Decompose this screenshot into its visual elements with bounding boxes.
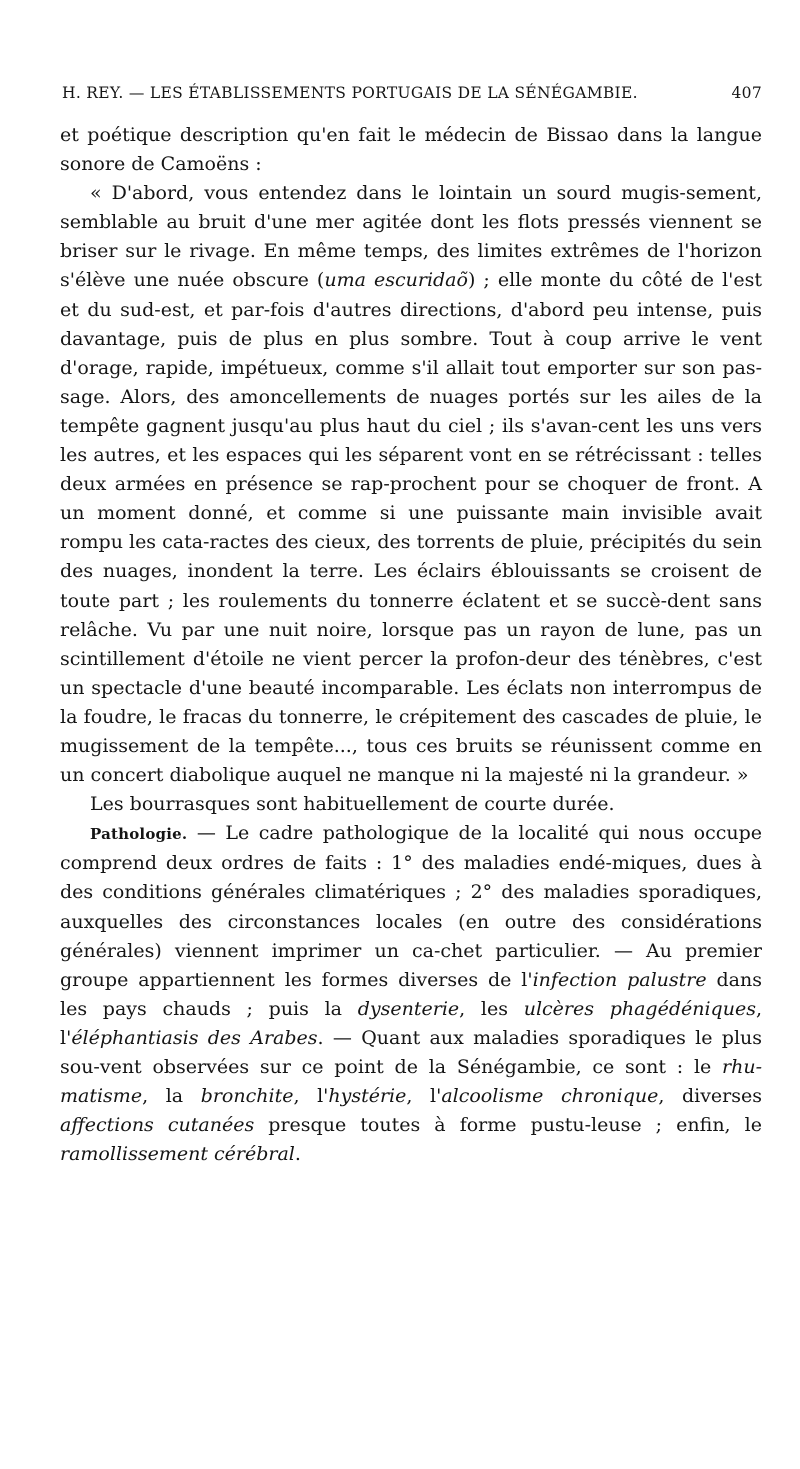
body-text [60, 121, 762, 1169]
pathology-text: , l' [60, 997, 762, 1049]
quotation-text-a: « D'abord, vous entendez dans le lointain un sourd mugis-sement, semblable au bruit d'une mer agitée dont les flots pressés viennent se briser sur le rivage. En même temps, des limites extrêmes de l'horizon s'élève une nuée obscure ( [60, 182, 762, 292]
paragraph-text: et poétique description qu'en fait le médecin de Bissao dans la langue sonore de Camoëns : [60, 124, 762, 176]
italic-term: ramollissement cérébral [60, 1143, 295, 1166]
running-header [62, 84, 762, 102]
italic-term: alcoolisme chronique [441, 1085, 659, 1108]
pathology-text: . — Quant aux maladies sporadiques le plus sou-vent observées sur ce point de la Sénégambie, ce sont : le [60, 1026, 763, 1078]
italic-term: affections cutanées [60, 1114, 255, 1137]
portuguese-term: uma escuridaõ [324, 269, 468, 292]
section-heading-pathology: Pathologie. [90, 825, 188, 844]
pathology-text: , les [459, 997, 524, 1020]
italic-term: infection palustre [532, 968, 707, 991]
pathology-text: , l' [406, 1085, 442, 1108]
running-title: H. REY. — LES ÉTABLISSEMENTS PORTUGAIS DE LA SÉNÉGAMBIE. [62, 84, 638, 102]
pathology-text: , diverses [658, 1085, 763, 1108]
italic-term: rhu-matisme [60, 1056, 762, 1108]
italic-term: dysenterie [357, 997, 460, 1020]
pathology-text: , la [142, 1085, 201, 1108]
pathology-text: dans les pays chauds ; puis la [60, 968, 762, 1020]
italic-term: bronchite [200, 1085, 294, 1108]
paragraph-squalls [60, 790, 762, 819]
italic-term: éléphantiasis des Arabes [71, 1026, 318, 1049]
paragraph-continuation [60, 121, 762, 179]
pathology-text: , l' [293, 1085, 329, 1108]
pathology-text: — Le cadre pathologique de la localité qui nous occupe comprend deux ordres de faits : 1° des maladies endé-miques, dues à des conditions générales climatériques ; 2° des maladies sporadiques, auxquelles des circonstances locales (en outre des considérations générales) viennent imprimer un ca-chet particulier. — Au premier groupe appartiennent les formes diverses de l' [60, 822, 762, 991]
paragraph-pathology [60, 819, 762, 1169]
italic-term: hystérie [328, 1085, 407, 1108]
paragraph-text: Les bourrasques sont habituellement de courte durée. [90, 793, 615, 816]
pathology-text: . [294, 1143, 301, 1166]
page-number: 407 [731, 84, 762, 102]
italic-term: ulcères phagédéniques [523, 997, 756, 1020]
pathology-text: presque toutes à forme pustu-leuse ; enfin, le [254, 1114, 762, 1137]
paragraph-quotation [60, 179, 762, 790]
quotation-text-b: ) ; elle monte du côté de l'est et du sud-est, et par-fois d'autres directions, d'abord peu intense, puis davantage, puis de plus en plus sombre. Tout à coup arrive le vent d'orage, rapide, impétueux, comme s'il allait tout emporter sur son pas-sage. Alors, des amoncellements de nuages portés sur les ailes de la tempête gagnent jusqu'au plus haut du ciel ; ils s'avan-cent les uns vers les autres, et les espaces qui les séparent vont en se rétrécissant : telles deux armées en présence se rap-prochent pour se choquer de front. A un moment donné, et comme si une puissante main invisible avait rompu les cata-ractes des cieux, des torrents de pluie, précipités du sein des nuages, inondent la terre. Les éclairs éblouissants se croisent de toute part ; les roulements du tonnerre éclatent et se succè-dent sans relâche. Vu par une nuit noire, lorsque pas un rayon de lune, pas un scintillement d'étoile ne vient percer la profon-deur des ténèbres, c'est un spectacle d'une beauté incomparable. Les éclats non interrompus de la foudre, le fracas du tonnerre, le crépitement des cascades de pluie, le mugissement de la tempête..., tous ces bruits se réunissent comme en un concert diabolique auquel ne manque ni la majesté ni la grandeur. » [60, 269, 762, 787]
